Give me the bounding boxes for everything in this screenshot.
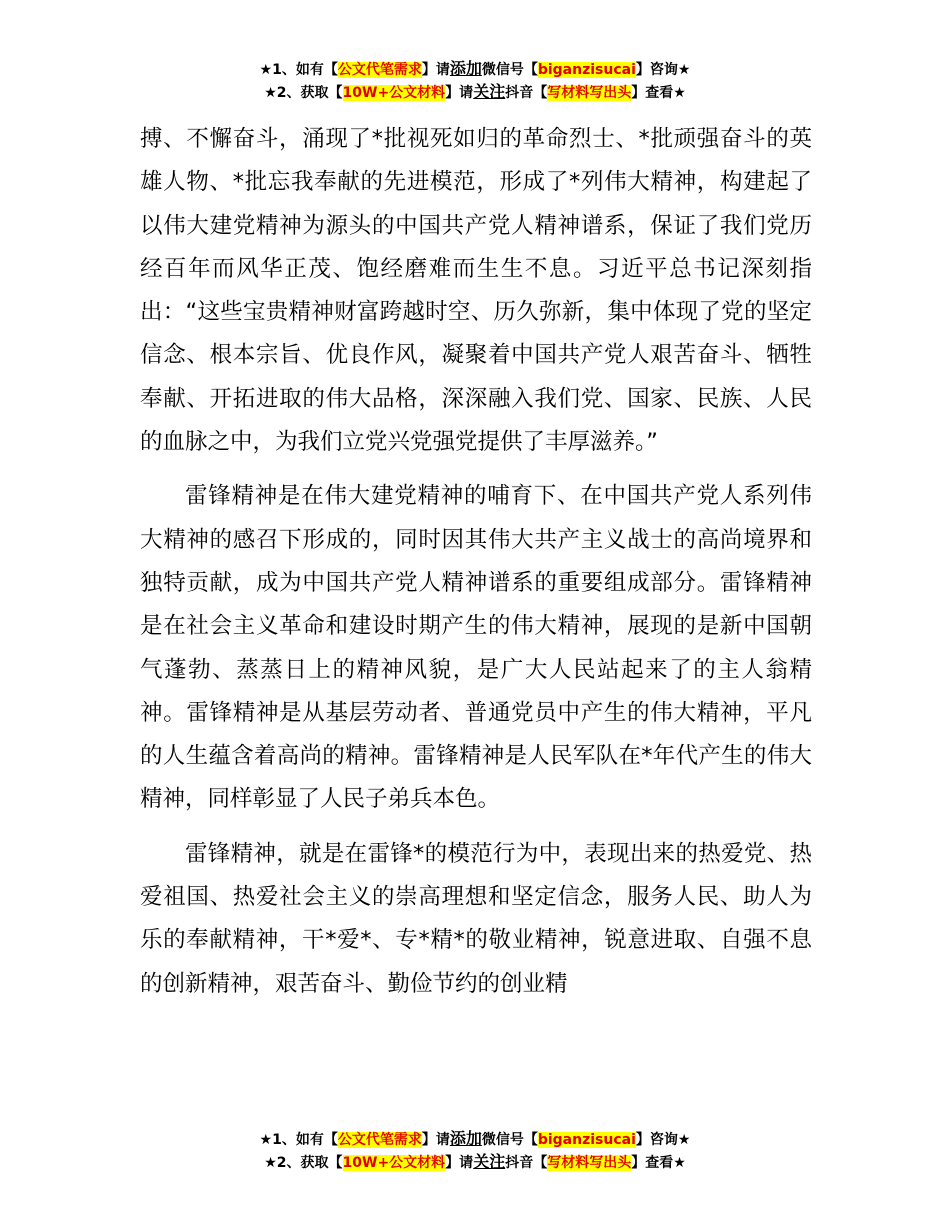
header-banner [0,58,950,104]
paragraph-3: 雷锋精神，就是在雷锋*的模范行为中，表现出来的热爱党、热爱祖国、热爱社会主义的崇高理想和坚定信念，服务人民、助人为乐的奉献精神，干*爱*、专*精*的敬业精神，锐意进取、自强不息的创新精神，艰苦奋斗、勤俭节约的创业精 [140,840,812,997]
highlight-douyin-account: 写材料写出头 [547,85,632,101]
highlight-materials: 10W+公文材料 [342,85,446,101]
highlight-wechat-id: biganzisucai [537,62,636,78]
header-line-2: ★2、获取【10W+公文材料】请关注抖音【写材料写出头】查看★ [264,82,686,101]
highlight-materials: 10W+公文材料 [342,1155,446,1171]
footer-line-1: ★1、如有【公文代笔需求】请添加微信号【biganzisucai】咨询★ [259,1129,691,1148]
highlight-wechat-id: biganzisucai [537,1132,636,1148]
document-body [140,118,812,1006]
footer-line-2: ★2、获取【10W+公文材料】请关注抖音【写材料写出头】查看★ [264,1152,686,1171]
paragraph-1: 搏、不懈奋斗，涌现了*批视死如归的革命烈士、*批顽强奋斗的英雄人物、*批忘我奉献的先进模范，形成了*列伟大精神，构建起了以伟大建党精神为源头的中国共产党人精神谱系，保证了我们党历经百年而风华正茂、饱经磨难而生生不息。习近平总书记深刻指出：“这些宝贵精神财富跨越时空、历久弥新，集中体现了党的坚定信念、根本宗旨、优良作风，凝聚着中国共产党人艰苦奋斗、牺牲奉献、开拓进取的伟大品格，深深融入我们党、国家、民族、人民的血脉之中，为我们立党兴党强党提供了丰厚滋养。” [140,126,812,456]
footer-banner [0,1128,950,1174]
header-line-1: ★1、如有【公文代笔需求】请添加微信号【biganzisucai】咨询★ [259,59,691,78]
highlight-douyin-account: 写材料写出头 [547,1155,632,1171]
paragraph-2: 雷锋精神是在伟大建党精神的哺育下、在中国共产党人系列伟大精神的感召下形成的，同时因其伟大共产主义战士的高尚境界和独特贡献，成为中国共产党人精神谱系的重要组成部分。雷锋精神是在社会主义革命和建设时期产生的伟大精神，展现的是新中国朝气蓬勃、蒸蒸日上的精神风貌，是广大人民站起来了的主人翁精神。雷锋精神是从基层劳动者、普通党员中产生的伟大精神，平凡的人生蕴含着高尚的精神。雷锋精神是人民军队在*年代产生的伟大精神，同样彰显了人民子弟兵本色。 [140,483,812,813]
highlight-service: 公文代笔需求 [337,1132,422,1148]
highlight-service: 公文代笔需求 [337,62,422,78]
